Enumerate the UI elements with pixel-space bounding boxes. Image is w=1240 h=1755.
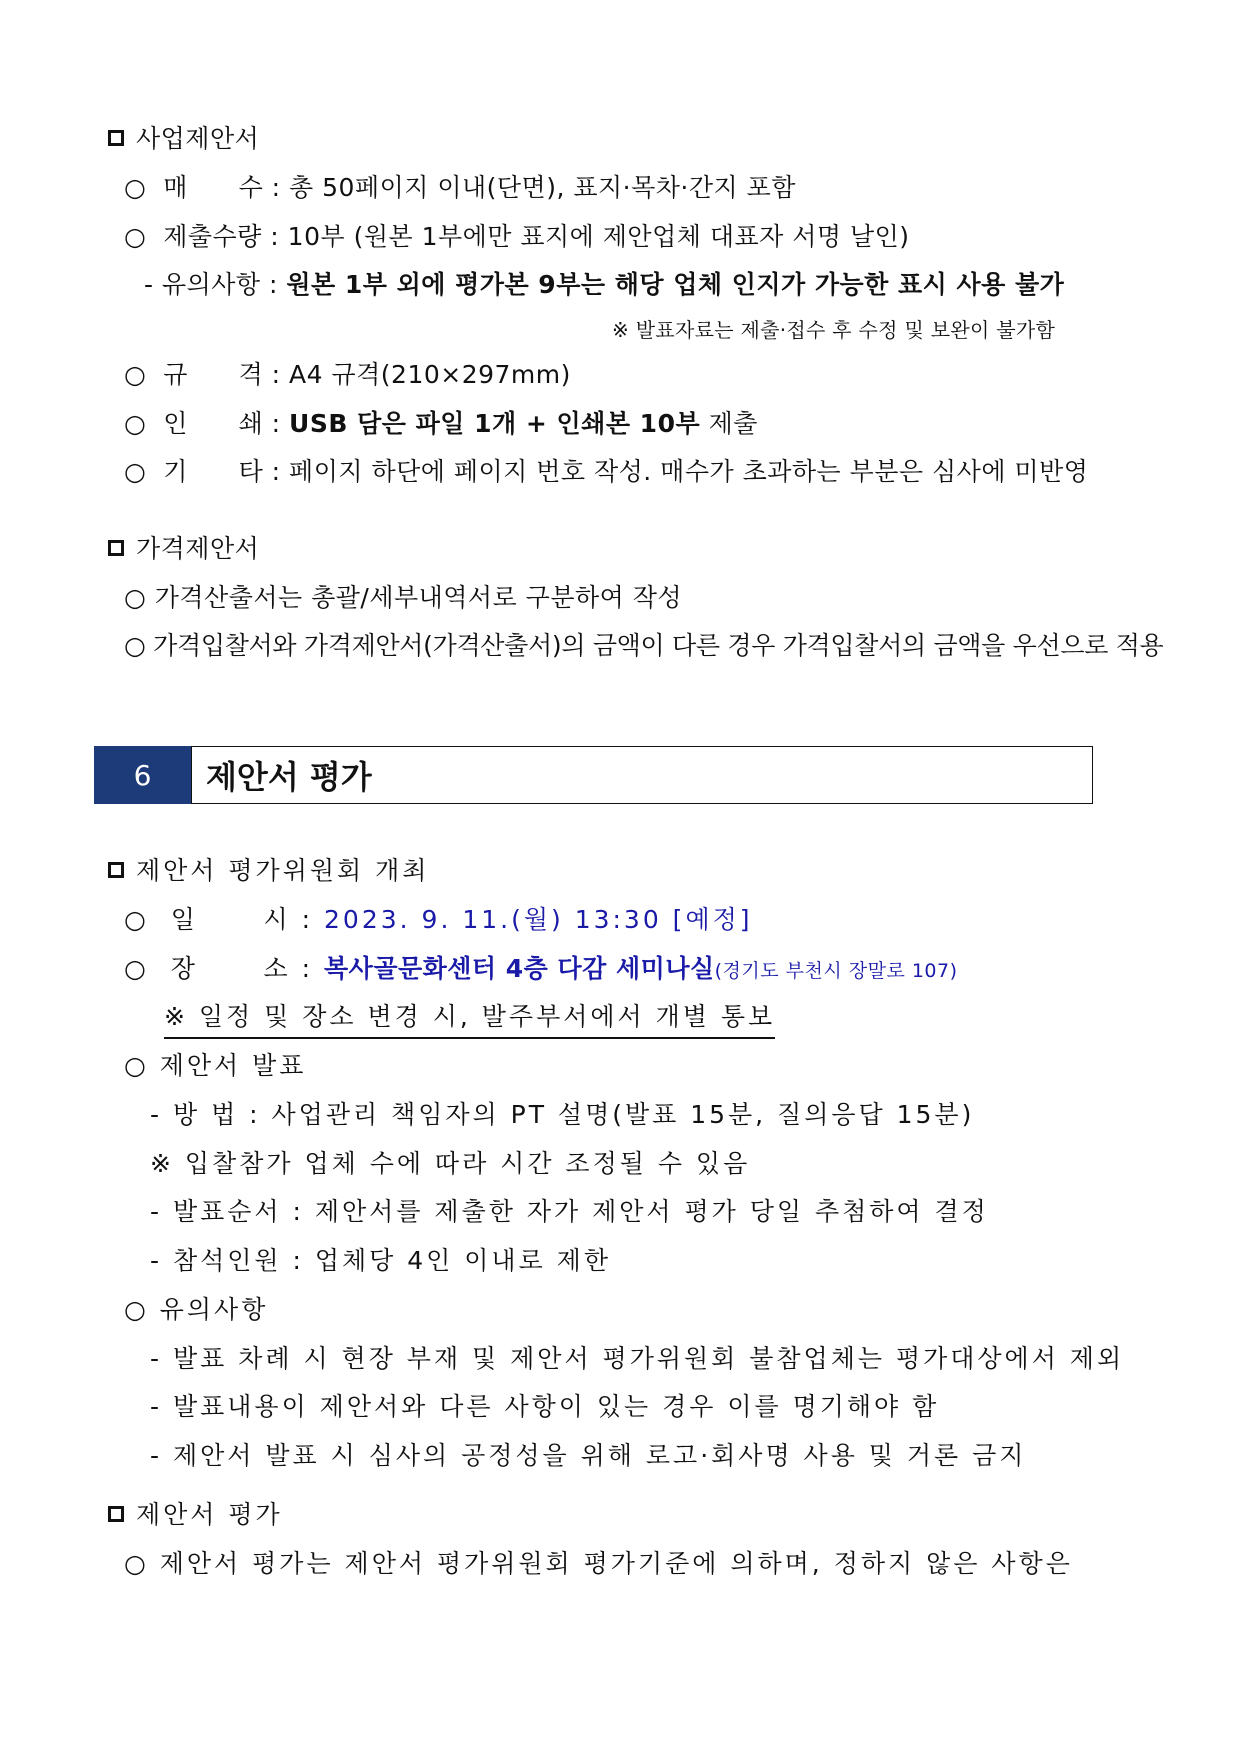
price-item: ○ 가격입찰서와 가격제안서(가격산출서)의 금액이 다른 경우 가격입찰서의 금액을 우선으로 적용	[124, 631, 1164, 660]
price-item: ○ 가격산출서는 총괄/세부내역서로 구분하여 작성	[124, 583, 683, 612]
section-number: 6	[94, 746, 191, 804]
date-item: ○ 일 시 : 2023. 9. 11.(월) 13:30 [예정]	[124, 905, 753, 934]
presentation-heading: ○ 제안서 발표	[124, 1051, 307, 1080]
caution-item: - 유의사항 : 원본 1부 외에 평가본 9부는 해당 업체 인지가 가능한 표시 사용 불가	[144, 270, 1065, 299]
pages-item: ○ 매 수 : 총 50페이지 이내(단면), 표지·목차·간지 포함	[124, 173, 796, 202]
etc-item: ○ 기 타 : 페이지 하단에 페이지 번호 작성. 매수가 초과하는 부분은 심사에 미반영	[124, 457, 1089, 486]
quantity-item: ○ 제출수량 : 10부 (원본 1부에만 표지에 제안업체 대표자 서명 날인)	[124, 222, 910, 251]
price-proposal-heading: 가격제안서	[108, 536, 259, 561]
checkbox-square-icon	[108, 862, 124, 878]
checkbox-square-icon	[108, 1506, 124, 1522]
business-proposal-heading: 사업제안서	[108, 126, 259, 151]
checkbox-square-icon	[108, 540, 124, 556]
presentation-note: ※ 입찰참가 업체 수에 따라 시간 조정될 수 있음	[150, 1149, 751, 1178]
committee-heading: 제안서 평가위원회 개최	[108, 858, 429, 883]
size-item: ○ 규 격 : A4 규격(210×297mm)	[124, 360, 571, 389]
submission-note: ※ 발표자료는 제출·접수 후 수정 및 보완이 불가함	[612, 318, 1056, 342]
presentation-order: - 발표순서 : 제안서를 제출한 자가 제안서 평가 당일 추첨하여 결정	[150, 1197, 989, 1226]
caution-line: - 제안서 발표 시 심사의 공정성을 위해 로고·회사명 사용 및 거론 금지	[150, 1441, 1027, 1470]
place-item: ○ 장 소 : 복사골문화센터 4층 다감 세미나실(경기도 부천시 장말로 107)	[124, 954, 958, 983]
change-note: ※ 일정 및 장소 변경 시, 발주부서에서 개별 통보	[164, 1004, 775, 1029]
caution-line: - 발표내용이 제안서와 다른 사항이 있는 경우 이를 명기해야 함	[150, 1392, 940, 1421]
caution-line: - 발표 차례 시 현장 부재 및 제안서 평가위원회 불참업체는 평가대상에서 제외	[150, 1344, 1125, 1373]
print-item: ○ 인 쇄 : USB 담은 파일 1개 + 인쇄본 10부 제출	[124, 409, 758, 438]
caution-heading: ○ 유의사항	[124, 1295, 269, 1324]
presentation-attendees: - 참석인원 : 업체당 4인 이내로 제한	[150, 1246, 611, 1275]
checkbox-square-icon	[108, 130, 124, 146]
evaluation-heading: 제안서 평가	[108, 1502, 283, 1527]
section-title: 제안서 평가	[191, 746, 1093, 804]
presentation-method: - 방 법 : 사업관리 책임자의 PT 설명(발표 15분, 질의응답 15분)	[150, 1100, 975, 1129]
evaluation-item: ○ 제안서 평가는 제안서 평가위원회 평가기준에 의하며, 정하지 않은 사항은	[124, 1549, 1073, 1578]
